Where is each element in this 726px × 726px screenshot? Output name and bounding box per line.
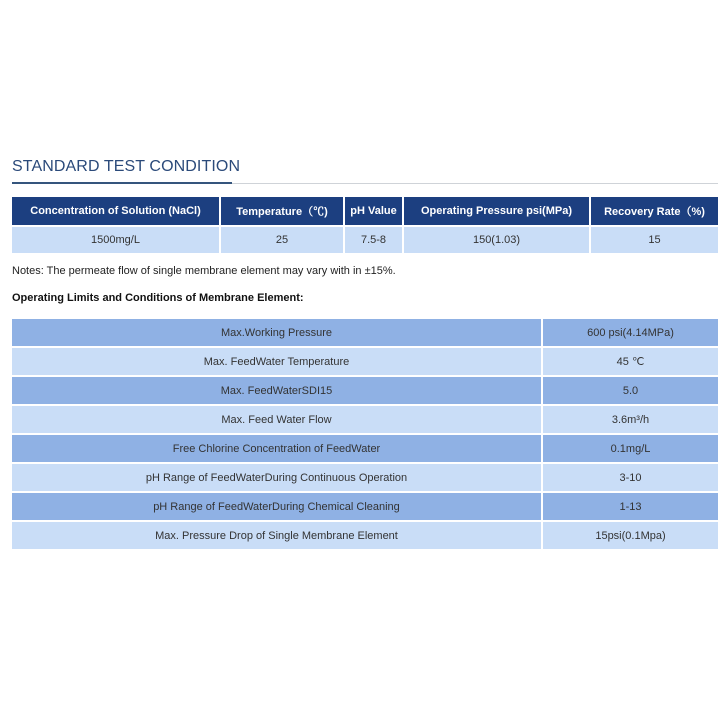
limit-label: Free Chlorine Concentration of FeedWater xyxy=(12,434,542,463)
limit-value: 5.0 xyxy=(542,376,718,405)
header-recovery-rate: Recovery Rate（%) xyxy=(590,197,718,226)
limit-label: Max. FeedWater Temperature xyxy=(12,347,542,376)
table-row xyxy=(12,319,718,347)
table-row xyxy=(12,226,718,253)
limit-value: 600 psi(4.14MPa) xyxy=(542,319,718,347)
cell-recovery-rate: 15 xyxy=(590,226,718,253)
limit-value: 15psi(0.1Mpa) xyxy=(542,521,718,550)
table-row xyxy=(12,347,718,376)
limit-value: 0.1mg/L xyxy=(542,434,718,463)
cell-temperature: 25 xyxy=(220,226,344,253)
operating-limits-table xyxy=(12,319,718,551)
header-temperature: Temperature（℃) xyxy=(220,197,344,226)
limits-heading: Operating Limits and Conditions of Membrane Element: xyxy=(12,292,304,304)
standard-test-table xyxy=(12,197,718,253)
table-row xyxy=(12,521,718,550)
cell-concentration: 1500mg/L xyxy=(12,226,220,253)
limit-value: 45 ℃ xyxy=(542,347,718,376)
notes-text: Notes: The permeate flow of single membrane element may vary with in ±15%. xyxy=(12,265,396,277)
limit-label: Max. Pressure Drop of Single Membrane Element xyxy=(12,521,542,550)
table-row xyxy=(12,376,718,405)
header-operating-pressure: Operating Pressure psi(MPa) xyxy=(403,197,590,226)
limit-value: 1-13 xyxy=(542,492,718,521)
limit-label: pH Range of FeedWaterDuring Continuous Operation xyxy=(12,463,542,492)
limit-label: Max. FeedWaterSDI15 xyxy=(12,376,542,405)
cell-operating-pressure: 150(1.03) xyxy=(403,226,590,253)
table-row xyxy=(12,492,718,521)
header-concentration: Concentration of Solution (NaCl) xyxy=(12,197,220,226)
table-row xyxy=(12,405,718,434)
cell-ph-value: 7.5-8 xyxy=(344,226,403,253)
limit-label: Max.Working Pressure xyxy=(12,319,542,347)
title-underline-accent xyxy=(12,182,232,184)
table-row xyxy=(12,434,718,463)
table-row xyxy=(12,463,718,492)
limit-label: pH Range of FeedWaterDuring Chemical Cleaning xyxy=(12,492,542,521)
header-ph-value: pH Value xyxy=(344,197,403,226)
limit-value: 3-10 xyxy=(542,463,718,492)
limit-value: 3.6m³/h xyxy=(542,405,718,434)
table-header-row xyxy=(12,197,718,226)
limit-label: Max. Feed Water Flow xyxy=(12,405,542,434)
section-title: STANDARD TEST CONDITION xyxy=(12,158,241,175)
